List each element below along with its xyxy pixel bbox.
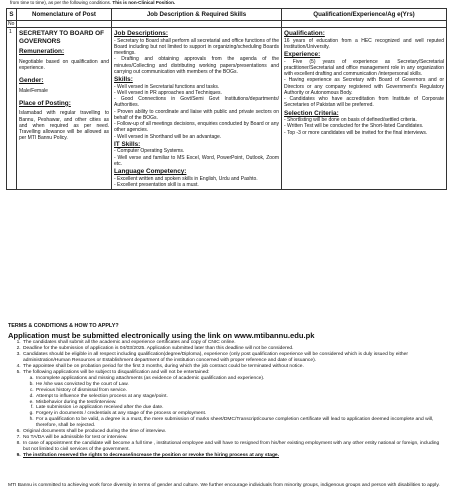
term-item-rights: 9. The institution reserved the rights to decrease/increase the position or revoke the hiring process at any stage. [22, 453, 446, 459]
selection-item: - Written Test will be conducted for the Short-listed Candidates. [284, 123, 424, 130]
selection-item: - Top -3 or more candidates will be invited for the final interviews. [284, 129, 428, 136]
skill-item: - Well versed in PR approaches and Techniques. [114, 89, 222, 96]
it-skill-item: - Well verse and familiar to MS Excel, Word, PowerPoint, Outlook, Zoom etc. [114, 154, 279, 167]
sub-item: g. Forgery in documents / credentials at any stage of the process or employment. [35, 411, 446, 417]
experience-item: - Having experience as Secretary with Board of Governors and or Directors or any company registered with Government's Regulatory Authority or Autonomous Body. [284, 77, 444, 96]
sub-item: e. Misbehavior during the test/interview. [35, 400, 446, 406]
posting-heading: Place of Posting: [19, 99, 71, 107]
top-note-bold: This is non-Clinical Position. [112, 0, 176, 5]
table-subheader-row [7, 21, 447, 28]
term-item: 3. Candidates should be eligible in all respect including qualification(degree/Diploma), experience (only post qualification experience will be considered which is duly issued by either administration/Human Resources or Establishment department of the institution concerned with proper reference and date of issuance). [22, 352, 446, 364]
header-nomenclature: Nomenclature of Post [17, 9, 112, 21]
post-title: SECRETARY TO BOARD OF GOVERNORS [19, 30, 104, 45]
sub-item: f. Late submission i.e application received after the due date. [35, 405, 446, 411]
selection-heading: Selection Criteria: [284, 109, 339, 117]
language-item: - Excellent written and spoken skills in English, Urdu and Pashto. [114, 175, 258, 182]
gender-text: Male/Female [19, 87, 48, 94]
sno-no: No [7, 21, 17, 28]
term-item: 4. The appointee shall be on probation period for the first 3 months, during which the job contract could be terminated without notice. [22, 364, 446, 370]
remuneration-heading: Remuneration: [19, 48, 65, 55]
sub-item: b. He /she was convicted by the court of Law. [35, 382, 446, 388]
header-job-description: Job Description & Required Skills [112, 9, 282, 21]
term-item: 8. In case of appointment the candidate will become a full time , institutional employee and will have to resigned from his/her existing employment with any other entity national or foreign, including but not limited to civil services of the government. [22, 441, 446, 453]
top-note-text: from time to time), as per the following conditions. [10, 0, 113, 5]
term-item: 7. No TA/DA will be admissible for test or interview. [22, 435, 446, 441]
skills-heading: Skills: [114, 76, 133, 83]
post-cell [17, 28, 112, 190]
it-skills-heading: IT Skills: [114, 140, 141, 148]
skill-item: - Well versed in Secretarial functions and tasks. [114, 83, 220, 90]
diversity-statement: MTI Bannu is committed to achieving work force diversity in terms of gender and culture. We further encourage individuals from minority groups, indigenous groups and person with disabilities to apply. [8, 483, 440, 488]
qualification-text: 16 years of education from a HEC recognized and well reputed Institution/University. [284, 37, 444, 50]
job-cell [112, 28, 282, 190]
term-item: 2. Deadline for the submission of application is 04/03/2025. Application submitted later than this deadline will not be considered. [22, 346, 446, 352]
skill-item: - Follow-up of all meetings decisions, enquiries conducted by Board or any other agencies. [114, 121, 279, 134]
qualification-cell [282, 28, 447, 190]
header-qualification: Qualification/Experience/Ag e(Yrs) [282, 9, 447, 21]
it-skill-item: - Computer Operating Systems. [114, 148, 185, 155]
vacancy-table [6, 8, 447, 190]
remuneration-text: Negotiable based on qualification and experience. [19, 58, 109, 71]
term-item-text: The following applications will be subject to disqualification and will not be entertained: [23, 369, 210, 375]
posting-text: Islamabad with regular travelling to Bannu, Peshawar, and other cities as and when required as per need. Travelling allowance will be allowed as per MTI Bannu Policy. [19, 110, 109, 142]
sno-value: 1 [7, 28, 17, 190]
job-desc-item: - Drafting and obtaining approvals from the agenda of the minutes/Collecting and distributing working papers/presentations and carrying out communication with members of the BOGs. [114, 56, 279, 75]
experience-item: - Five (5) years of experience as Secretary/Secretarial practitioner/Secretarial and office management role in any organization with excellent drafting and communication /interpersonal skills. [284, 58, 444, 77]
experience-heading: Experience: [284, 51, 321, 58]
term-item-disqualification [22, 370, 446, 430]
table-header-row [7, 9, 447, 21]
language-item: - Excellent presentation skill is a must. [114, 181, 199, 188]
header-sno: S [7, 9, 17, 21]
gender-heading: Gender: [19, 77, 44, 84]
sub-item: d. Attempt to influence the selection process at any stage/point. [35, 394, 446, 400]
selection-item: - Shortlisting will be done on basis of defined/settled criteria. [284, 117, 417, 123]
apply-instruction: Application must be submitted electronically using the link on www.mtibannu.edu.pk [8, 331, 315, 340]
sub-item: h. For a qualification to be valid, a degree is a must, the mere submission of marks sheet/DMC/Transcript/course completion certificate will lead to application deemed incomplete and will, therefore, shall be rejected. [35, 417, 446, 429]
experience-item: - Candidates who have accreditation from Institute of Corporate Secretaries of Pakistan will be preferred. [284, 96, 444, 109]
disqualification-list [23, 376, 446, 430]
sub-item: a. Incomplete applications and missing attachments (as evidence of academic qualification and experience). [35, 376, 446, 382]
skill-item: - Good Connections in Govt/Semi Govt Institutions/departments/ Authorities. [114, 96, 279, 109]
terms-heading: TERMS & CONDITIONS & HOW TO APPLY? [8, 323, 119, 329]
skill-item: - Proven ability to coordinate and liaise with public and private sectors on behalf of the BOGs. [114, 108, 279, 121]
skill-item: - Well versed in Shorthand will be an advantage. [114, 133, 222, 140]
language-heading: Language Competency: [114, 168, 187, 175]
terms-list [14, 340, 446, 459]
job-desc-heading: Job Descriptions: [114, 30, 168, 37]
job-desc-item: - Secretary to Board shall perform all secretarial and office functions of the Board including but not limited to support in organizing/scheduling Boards meetings. [114, 37, 279, 56]
table-row [7, 28, 447, 190]
top-note [10, 0, 175, 6]
term-item: 1. The candidates shall submit all the academic and experience certificates and copy of CNIC online. [22, 340, 446, 346]
term-item: 6. Original documents shall be produced during the time of interview. [22, 429, 446, 435]
qualification-heading: Qualification: [284, 30, 325, 37]
sub-item: c. Previous history of dismissal from service. [35, 388, 446, 394]
